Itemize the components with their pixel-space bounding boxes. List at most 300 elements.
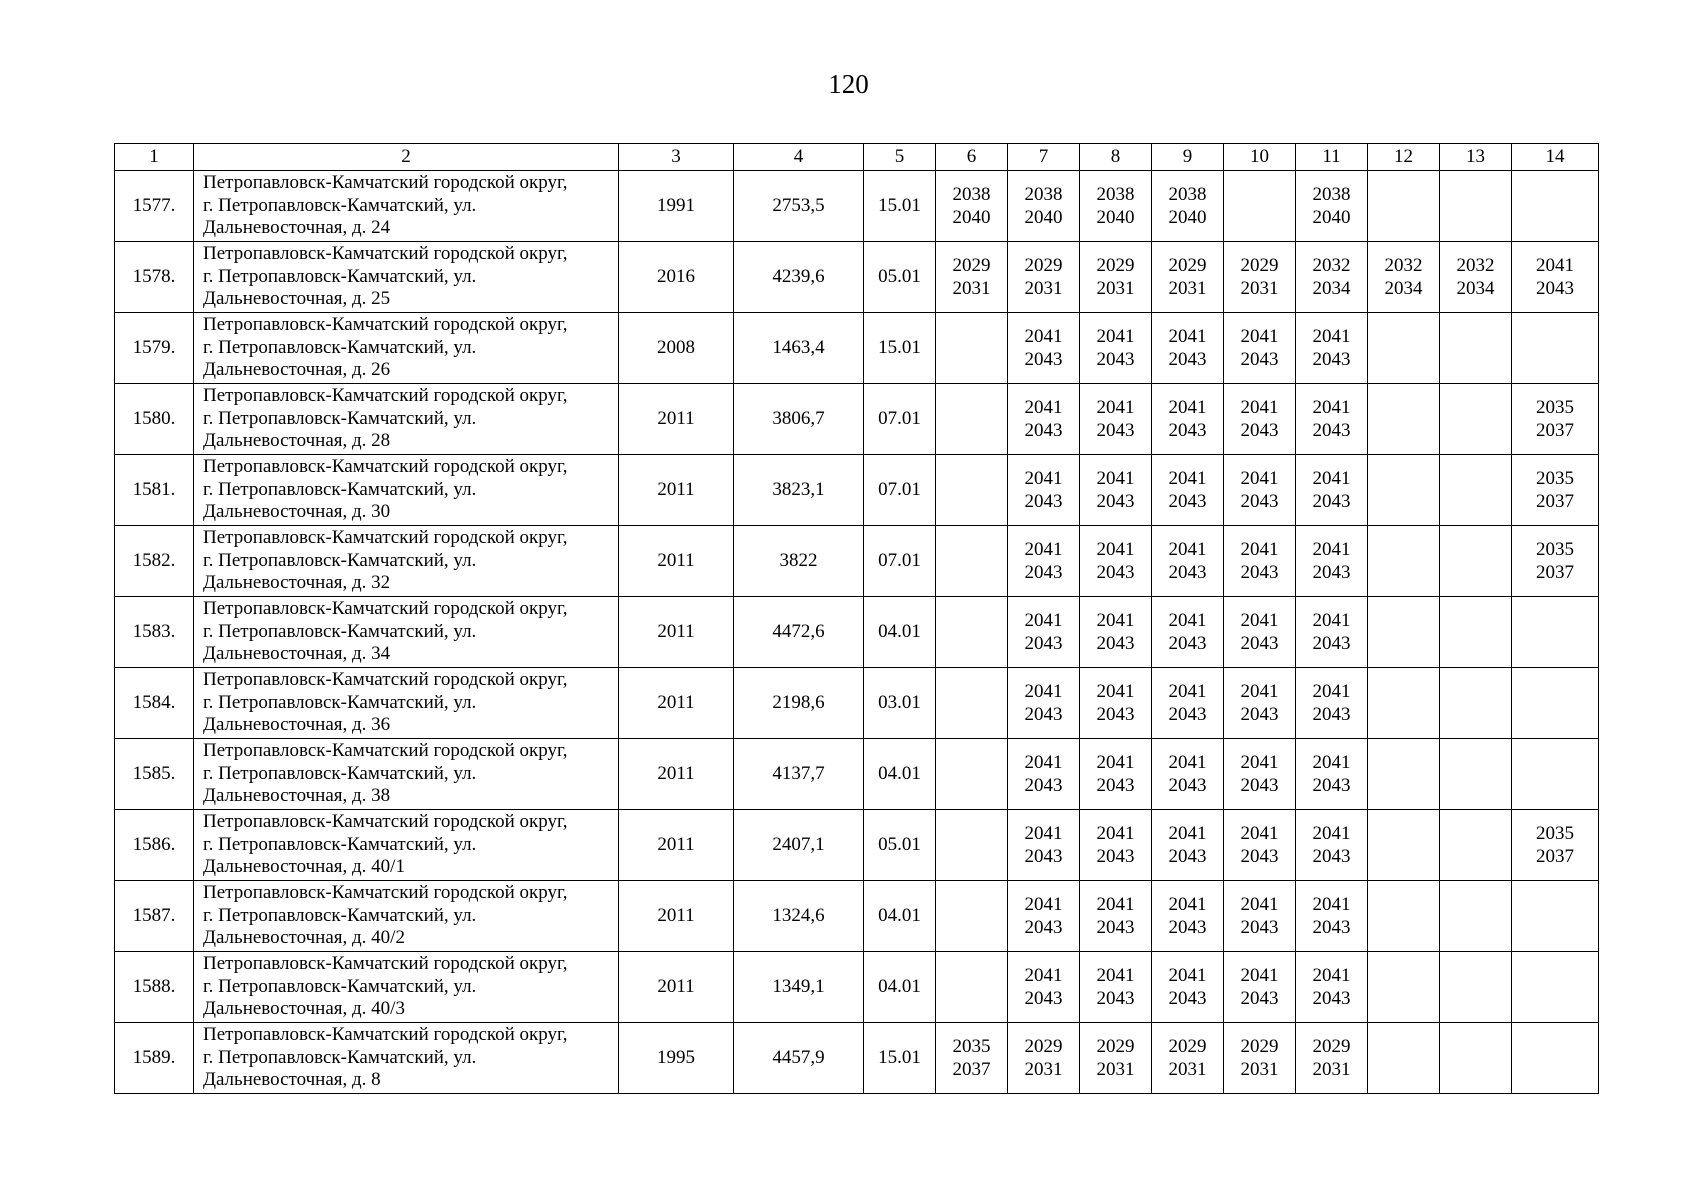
year-cell: 2011 — [619, 455, 734, 526]
period-end: 2043 — [1168, 846, 1207, 867]
period-cell — [1368, 171, 1440, 242]
period-cell — [1008, 455, 1080, 526]
code-cell: 05.01 — [864, 810, 936, 881]
period-cell — [1512, 242, 1599, 313]
row-number-cell: 1577. — [115, 171, 194, 242]
period-end: 2043 — [1168, 633, 1207, 654]
address-line: Дальневосточная, д. 32 — [203, 572, 391, 594]
period-end: 2031 — [1168, 278, 1207, 299]
period-cell — [1440, 810, 1512, 881]
table-body — [115, 171, 1599, 1094]
address-cell — [194, 739, 619, 810]
address-line: Петропавловск-Камчатский городской округ, — [203, 172, 568, 194]
area-cell: 2753,5 — [734, 171, 864, 242]
period-start: 2041 — [1312, 326, 1351, 347]
address-line: Петропавловск-Камчатский городской округ, — [203, 669, 568, 691]
period-start: 2041 — [1168, 823, 1207, 844]
address-line: г. Петропавловск-Камчатский, ул. — [203, 336, 477, 358]
column-header: 12 — [1368, 144, 1440, 171]
period-start: 2029 — [1312, 1036, 1351, 1057]
period-end: 2034 — [1384, 278, 1423, 299]
table-row — [115, 668, 1599, 739]
period-end: 2031 — [1024, 1059, 1063, 1080]
period-cell — [1152, 384, 1224, 455]
table-row — [115, 455, 1599, 526]
period-cell — [1296, 384, 1368, 455]
period-end: 2043 — [1096, 349, 1135, 370]
period-cell — [936, 455, 1008, 526]
period-cell — [1296, 242, 1368, 313]
period-start: 2041 — [1024, 326, 1063, 347]
address-line: Петропавловск-Камчатский городской округ, — [203, 314, 568, 336]
period-cell — [1080, 526, 1152, 597]
period-start: 2041 — [1240, 752, 1279, 773]
period-end: 2043 — [1312, 633, 1351, 654]
period-start: 2041 — [1168, 468, 1207, 489]
area-cell: 1463,4 — [734, 313, 864, 384]
period-cell — [1512, 384, 1599, 455]
period-end: 2043 — [1024, 846, 1063, 867]
period-cell — [1440, 1023, 1512, 1094]
year-cell: 2011 — [619, 526, 734, 597]
address-line: Петропавловск-Камчатский городской округ, — [203, 740, 568, 762]
address-line: Дальневосточная, д. 40/2 — [203, 927, 405, 949]
period-cell — [1368, 810, 1440, 881]
period-end: 2040 — [1096, 207, 1135, 228]
period-end: 2043 — [1096, 420, 1135, 441]
address-line: г. Петропавловск-Камчатский, ул. — [203, 407, 477, 429]
period-cell — [1080, 455, 1152, 526]
period-end: 2043 — [1024, 775, 1063, 796]
year-cell: 2011 — [619, 810, 734, 881]
period-end: 2043 — [1240, 775, 1279, 796]
period-cell — [1440, 242, 1512, 313]
period-start: 2038 — [1312, 184, 1351, 205]
period-start: 2041 — [1240, 539, 1279, 560]
period-cell — [1368, 313, 1440, 384]
address-line: г. Петропавловск-Камчатский, ул. — [203, 762, 477, 784]
table-row — [115, 810, 1599, 881]
period-cell — [1008, 1023, 1080, 1094]
period-cell — [1512, 952, 1599, 1023]
period-cell — [1224, 526, 1296, 597]
period-end: 2043 — [1024, 917, 1063, 938]
period-end: 2040 — [1168, 207, 1207, 228]
period-cell — [1224, 242, 1296, 313]
period-start: 2032 — [1384, 255, 1423, 276]
period-cell — [1368, 881, 1440, 952]
address-cell — [194, 171, 619, 242]
period-cell — [1152, 952, 1224, 1023]
period-cell — [1008, 384, 1080, 455]
period-cell — [1152, 810, 1224, 881]
period-start: 2041 — [1168, 610, 1207, 631]
period-start: 2041 — [1096, 397, 1135, 418]
period-end: 2043 — [1312, 988, 1351, 1009]
period-start: 2041 — [1312, 823, 1351, 844]
column-header: 2 — [194, 144, 619, 171]
period-end: 2043 — [1240, 988, 1279, 1009]
period-cell — [1440, 171, 1512, 242]
period-start: 2041 — [1168, 965, 1207, 986]
period-end: 2043 — [1312, 562, 1351, 583]
address-line: г. Петропавловск-Камчатский, ул. — [203, 975, 477, 997]
period-end: 2043 — [1024, 562, 1063, 583]
period-cell — [1152, 881, 1224, 952]
period-end: 2043 — [1024, 988, 1063, 1009]
table-row — [115, 242, 1599, 313]
period-end: 2043 — [1096, 704, 1135, 725]
period-start: 2041 — [1312, 894, 1351, 915]
code-cell: 04.01 — [864, 881, 936, 952]
data-table — [114, 143, 1599, 1094]
period-cell — [936, 384, 1008, 455]
period-cell — [936, 313, 1008, 384]
period-end: 2043 — [1024, 420, 1063, 441]
period-cell — [1440, 597, 1512, 668]
period-start: 2041 — [1312, 965, 1351, 986]
period-cell — [1512, 810, 1599, 881]
address-line: Петропавловск-Камчатский городской округ, — [203, 385, 568, 407]
period-end: 2043 — [1024, 349, 1063, 370]
period-start: 2041 — [1024, 752, 1063, 773]
area-cell: 1349,1 — [734, 952, 864, 1023]
period-start: 2041 — [1240, 326, 1279, 347]
address-line: Дальневосточная, д. 26 — [203, 359, 391, 381]
period-start: 2041 — [1024, 965, 1063, 986]
period-end: 2031 — [952, 278, 991, 299]
code-cell: 05.01 — [864, 242, 936, 313]
table-row — [115, 526, 1599, 597]
period-end: 2043 — [1312, 704, 1351, 725]
period-end: 2037 — [1536, 562, 1574, 583]
area-cell: 4239,6 — [734, 242, 864, 313]
period-end: 2037 — [1536, 420, 1574, 441]
period-start: 2038 — [1168, 184, 1207, 205]
year-cell: 2011 — [619, 384, 734, 455]
address-cell — [194, 242, 619, 313]
period-cell — [1224, 952, 1296, 1023]
column-header: 5 — [864, 144, 936, 171]
period-cell — [1080, 952, 1152, 1023]
period-cell — [1512, 739, 1599, 810]
area-cell: 4457,9 — [734, 1023, 864, 1094]
period-start: 2029 — [1024, 255, 1063, 276]
year-cell: 2011 — [619, 739, 734, 810]
period-cell — [1368, 597, 1440, 668]
column-header: 7 — [1008, 144, 1080, 171]
column-header: 10 — [1224, 144, 1296, 171]
row-number-cell: 1579. — [115, 313, 194, 384]
period-end: 2043 — [1168, 562, 1207, 583]
period-start: 2041 — [1024, 539, 1063, 560]
period-cell — [1296, 810, 1368, 881]
period-cell — [1368, 739, 1440, 810]
period-end: 2031 — [1240, 278, 1279, 299]
period-start: 2041 — [1168, 397, 1207, 418]
period-start: 2038 — [952, 184, 991, 205]
period-cell — [1296, 739, 1368, 810]
period-start: 2035 — [1536, 397, 1574, 418]
period-start: 2041 — [1312, 610, 1351, 631]
period-end: 2031 — [1240, 1059, 1279, 1080]
address-line: Петропавловск-Камчатский городской округ, — [203, 243, 568, 265]
period-cell — [1080, 597, 1152, 668]
area-cell: 2407,1 — [734, 810, 864, 881]
code-cell: 07.01 — [864, 526, 936, 597]
period-cell — [1440, 313, 1512, 384]
period-cell — [1440, 526, 1512, 597]
period-start: 2041 — [1096, 681, 1135, 702]
period-end: 2043 — [1240, 846, 1279, 867]
period-start: 2041 — [1240, 894, 1279, 915]
period-end: 2043 — [1240, 349, 1279, 370]
address-cell — [194, 313, 619, 384]
period-start: 2041 — [1168, 894, 1207, 915]
period-cell — [1368, 455, 1440, 526]
period-cell — [936, 810, 1008, 881]
row-number-cell: 1580. — [115, 384, 194, 455]
period-start: 2029 — [1096, 255, 1135, 276]
period-cell — [936, 1023, 1008, 1094]
period-end: 2043 — [1096, 633, 1135, 654]
period-cell — [1512, 881, 1599, 952]
period-end: 2043 — [1240, 491, 1279, 512]
period-start: 2041 — [1096, 326, 1135, 347]
period-start: 2041 — [1240, 610, 1279, 631]
period-end: 2043 — [1096, 846, 1135, 867]
table-row — [115, 881, 1599, 952]
period-cell — [1368, 1023, 1440, 1094]
period-start: 2041 — [1024, 823, 1063, 844]
address-line: г. Петропавловск-Камчатский, ул. — [203, 549, 477, 571]
period-end: 2034 — [1312, 278, 1351, 299]
address-line: Петропавловск-Камчатский городской округ, — [203, 1024, 568, 1046]
period-end: 2043 — [1168, 917, 1207, 938]
period-cell — [1008, 810, 1080, 881]
address-line: Дальневосточная, д. 24 — [203, 217, 391, 239]
period-cell — [1224, 384, 1296, 455]
code-cell: 04.01 — [864, 597, 936, 668]
period-cell — [1512, 597, 1599, 668]
code-cell: 07.01 — [864, 384, 936, 455]
address-line: г. Петропавловск-Камчатский, ул. — [203, 1046, 477, 1068]
period-start: 2029 — [1240, 1036, 1279, 1057]
period-cell — [1296, 952, 1368, 1023]
address-line: г. Петропавловск-Камчатский, ул. — [203, 833, 477, 855]
period-cell — [1512, 455, 1599, 526]
period-start: 2041 — [1096, 752, 1135, 773]
period-end: 2043 — [1096, 491, 1135, 512]
period-end: 2043 — [1240, 917, 1279, 938]
period-cell — [1008, 952, 1080, 1023]
address-cell — [194, 810, 619, 881]
period-start: 2041 — [1240, 823, 1279, 844]
period-start: 2041 — [1536, 255, 1574, 276]
period-start: 2029 — [1168, 1036, 1207, 1057]
period-end: 2043 — [1168, 420, 1207, 441]
period-cell — [1080, 810, 1152, 881]
row-number-cell: 1581. — [115, 455, 194, 526]
period-start: 2032 — [1312, 255, 1351, 276]
address-cell — [194, 668, 619, 739]
period-start: 2035 — [1536, 823, 1574, 844]
period-start: 2029 — [952, 255, 991, 276]
period-cell — [1512, 171, 1599, 242]
column-header: 4 — [734, 144, 864, 171]
period-cell — [1440, 881, 1512, 952]
period-end: 2043 — [1024, 633, 1063, 654]
code-cell: 04.01 — [864, 739, 936, 810]
address-line: Петропавловск-Камчатский городской округ, — [203, 598, 568, 620]
period-cell — [1080, 739, 1152, 810]
code-cell: 03.01 — [864, 668, 936, 739]
period-start: 2041 — [1096, 965, 1135, 986]
table-row — [115, 952, 1599, 1023]
table-row — [115, 739, 1599, 810]
address-line: г. Петропавловск-Камчатский, ул. — [203, 904, 477, 926]
period-cell — [1224, 1023, 1296, 1094]
period-end: 2043 — [1096, 775, 1135, 796]
code-cell: 07.01 — [864, 455, 936, 526]
period-cell — [1152, 1023, 1224, 1094]
period-end: 2031 — [1096, 278, 1135, 299]
address-line: Дальневосточная, д. 40/3 — [203, 998, 405, 1020]
period-cell — [1224, 171, 1296, 242]
period-cell — [1080, 1023, 1152, 1094]
period-cell — [1008, 171, 1080, 242]
area-cell: 4472,6 — [734, 597, 864, 668]
address-line: г. Петропавловск-Камчатский, ул. — [203, 478, 477, 500]
code-cell: 15.01 — [864, 171, 936, 242]
period-cell — [1512, 1023, 1599, 1094]
area-cell: 2198,6 — [734, 668, 864, 739]
period-start: 2041 — [1240, 965, 1279, 986]
period-start: 2041 — [1024, 468, 1063, 489]
period-start: 2029 — [1240, 255, 1279, 276]
column-header: 1 — [115, 144, 194, 171]
period-cell — [1368, 668, 1440, 739]
year-cell: 1991 — [619, 171, 734, 242]
period-start: 2029 — [1024, 1036, 1063, 1057]
period-start: 2035 — [1536, 539, 1574, 560]
row-number-cell: 1583. — [115, 597, 194, 668]
period-start: 2041 — [1096, 610, 1135, 631]
table-row — [115, 313, 1599, 384]
period-start: 2029 — [1168, 255, 1207, 276]
area-cell: 3822 — [734, 526, 864, 597]
period-cell — [1008, 881, 1080, 952]
period-end: 2040 — [1024, 207, 1063, 228]
period-end: 2037 — [952, 1059, 991, 1080]
period-end: 2040 — [952, 207, 991, 228]
period-cell — [1296, 313, 1368, 384]
period-end: 2043 — [1168, 988, 1207, 1009]
row-number-cell: 1578. — [115, 242, 194, 313]
period-end: 2043 — [1096, 988, 1135, 1009]
period-end: 2043 — [1536, 278, 1574, 299]
period-cell — [1080, 242, 1152, 313]
period-cell — [936, 952, 1008, 1023]
period-end: 2043 — [1240, 562, 1279, 583]
period-cell — [1152, 313, 1224, 384]
column-header: 13 — [1440, 144, 1512, 171]
period-end: 2031 — [1096, 1059, 1135, 1080]
period-start: 2041 — [1240, 397, 1279, 418]
column-header: 14 — [1512, 144, 1599, 171]
period-start: 2041 — [1312, 539, 1351, 560]
period-cell — [1368, 384, 1440, 455]
period-end: 2043 — [1240, 633, 1279, 654]
period-cell — [1152, 526, 1224, 597]
period-cell — [1368, 526, 1440, 597]
period-cell — [1440, 668, 1512, 739]
address-line: г. Петропавловск-Камчатский, ул. — [203, 194, 477, 216]
address-line: Дальневосточная, д. 38 — [203, 785, 391, 807]
address-line: Дальневосточная, д. 25 — [203, 288, 391, 310]
code-cell: 15.01 — [864, 1023, 936, 1094]
year-cell: 2011 — [619, 668, 734, 739]
period-cell — [1512, 313, 1599, 384]
period-start: 2041 — [1096, 539, 1135, 560]
period-end: 2043 — [1024, 704, 1063, 725]
period-start: 2041 — [1096, 823, 1135, 844]
year-cell: 1995 — [619, 1023, 734, 1094]
period-cell — [1296, 455, 1368, 526]
period-end: 2043 — [1240, 420, 1279, 441]
period-start: 2041 — [1168, 326, 1207, 347]
period-cell — [1512, 526, 1599, 597]
period-cell — [1368, 952, 1440, 1023]
address-cell — [194, 384, 619, 455]
period-start: 2041 — [1024, 397, 1063, 418]
period-start: 2038 — [1096, 184, 1135, 205]
period-cell — [1224, 810, 1296, 881]
period-cell — [936, 881, 1008, 952]
address-cell — [194, 455, 619, 526]
period-start: 2035 — [952, 1036, 991, 1057]
column-header: 6 — [936, 144, 1008, 171]
period-end: 2043 — [1096, 562, 1135, 583]
period-cell — [936, 739, 1008, 810]
period-cell — [1296, 668, 1368, 739]
period-cell — [1008, 526, 1080, 597]
period-start: 2038 — [1024, 184, 1063, 205]
period-end: 2043 — [1312, 420, 1351, 441]
year-cell: 2008 — [619, 313, 734, 384]
address-cell — [194, 526, 619, 597]
area-cell: 3823,1 — [734, 455, 864, 526]
period-start: 2041 — [1024, 894, 1063, 915]
row-number-cell: 1582. — [115, 526, 194, 597]
period-start: 2032 — [1456, 255, 1495, 276]
period-cell — [1296, 171, 1368, 242]
period-start: 2041 — [1168, 752, 1207, 773]
period-cell — [1440, 739, 1512, 810]
address-line: Петропавловск-Камчатский городской округ, — [203, 527, 568, 549]
period-start: 2041 — [1312, 681, 1351, 702]
table-row — [115, 171, 1599, 242]
period-end: 2043 — [1096, 917, 1135, 938]
period-start: 2041 — [1168, 539, 1207, 560]
period-end: 2043 — [1312, 349, 1351, 370]
period-cell — [1008, 668, 1080, 739]
period-cell — [1152, 597, 1224, 668]
row-number-cell: 1588. — [115, 952, 194, 1023]
table-row — [115, 384, 1599, 455]
period-cell — [1296, 597, 1368, 668]
period-end: 2040 — [1312, 207, 1351, 228]
